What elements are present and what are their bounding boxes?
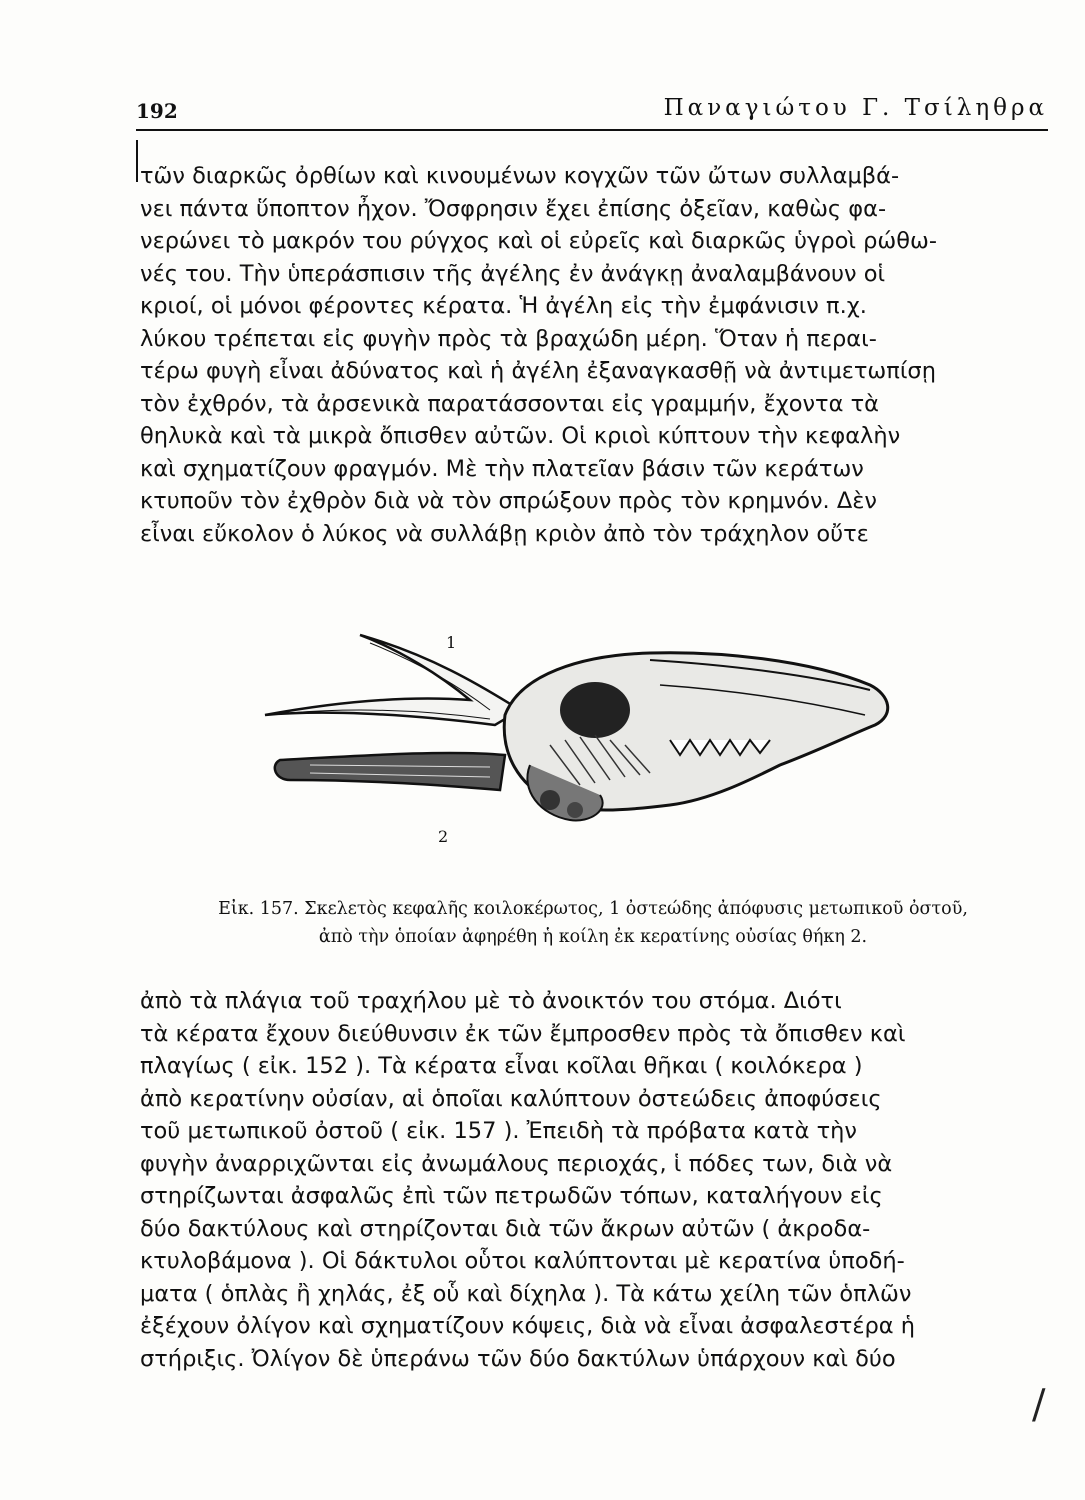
body-text-top	[140, 160, 1046, 550]
margin-mark	[136, 140, 138, 182]
text-line: νές του. Τὴν ὑπεράσπισιν τῆς ἀγέλης ἐν ἀνάγκῃ ἀναλαμβάνουν οἱ	[140, 260, 886, 287]
caption-line: ἀπὸ τὴν ὁποίαν ἀφηρέθη ἡ κοίλη ἐκ κερατίνης οὐσίας θήκη 2.	[318, 927, 868, 947]
figure-caption	[140, 895, 1046, 951]
figure-label-2: 2	[438, 827, 449, 846]
skull-illustration	[250, 615, 910, 855]
text-line: τῶν διαρκῶς ὀρθίων καὶ κινουμένων κογχῶν τῶν ὤτων συλλαμβά-	[140, 163, 900, 189]
page-number: 192	[136, 99, 178, 123]
text-line: ἀπὸ κερατίνην οὐσίαν, αἱ ὁποῖαι καλύπτουν ὀστεώδεις ἀποφύσεις	[140, 1085, 882, 1112]
text-line: θηλυκὰ καὶ τὰ μικρὰ ὄπισθεν αὐτῶν. Οἱ κριοὶ κύπτουν τὴν κεφαλὴν	[140, 423, 901, 449]
text-line: κριοί, οἱ μόνοι φέροντες κέρατα. Ἡ ἀγέλη εἰς τὴν ἐμφάνισιν π.χ.	[140, 293, 867, 319]
text-line: λύκου τρέπεται εἰς φυγὴν πρὸς τὰ βραχώδη μέρη. Ὅταν ἡ περαι-	[140, 325, 877, 352]
text-line: νει πάντα ὕποπτον ἦχον. Ὄσφρησιν ἔχει ἐπίσης ὀξεῖαν, καθὼς φα-	[140, 195, 887, 222]
hollow-horned-skull-drawing	[250, 615, 910, 855]
text-line: ματα ( ὁπλὰς ἢ χηλάς, ἐξ οὗ καὶ δίχηλα ). Τὰ κάτω χείλη τῶν ὁπλῶν	[140, 1280, 912, 1307]
page-header	[136, 93, 1048, 131]
pencil-mark: /	[1032, 1382, 1046, 1428]
text-line: καὶ σχηματίζουν φραγμόν. Μὲ τὴν πλατεῖαν βάσιν τῶν κεράτων	[140, 455, 864, 482]
horn-sheath-lower	[275, 753, 505, 790]
figure-label-1: 1	[446, 633, 457, 652]
text-line: τὸν ἐχθρόν, τὰ ἀρσενικὰ παρατάσσονται εἰς γραμμήν, ἔχοντα τὰ	[140, 390, 879, 417]
text-line: τὰ κέρατα ἔχουν διεύθυνσιν ἐκ τῶν ἔμπροσθεν πρὸς τὰ ὄπισθεν καὶ	[140, 1020, 906, 1047]
running-title: Παναγιώτου Γ. Τσίληθρα	[663, 95, 1048, 121]
text-line: πλαγίως ( εἰκ. 152 ). Τὰ κέρατα εἶναι κοῖλαι θῆκαι ( κοιλόκερα )	[140, 1053, 863, 1079]
text-line: εἶναι εὔκολον ὁ λύκος νὰ συλλάβῃ κριὸν ἀπὸ τὸν τράχηλον οὔτε	[140, 520, 869, 547]
text-line: κτυλοβάμονα ). Οἱ δάκτυλοι οὗτοι καλύπτονται μὲ κερατίνα ὑποδή-	[140, 1248, 905, 1274]
text-line: κτυποῦν τὸν ἐχθρὸν διὰ νὰ τὸν σπρώξουν πρὸς τὸν κρημνόν. Δὲν	[140, 488, 877, 514]
eye-socket	[560, 682, 630, 738]
text-line: νερώνει τὸ μακρόν του ρύγχος καὶ οἱ εὐρεῖς καὶ διαρκῶς ὑγροὶ ρώθω-	[140, 228, 938, 254]
text-line: στήριξις. Ὀλίγον δὲ ὑπεράνω τῶν δύο δακτύλων ὑπάρχουν καὶ δύο	[140, 1345, 896, 1372]
text-line: τοῦ μετωπικοῦ ὀστοῦ ( εἰκ. 157 ). Ἐπειδὴ τὰ πρόβατα κατὰ τὴν	[140, 1118, 858, 1144]
body-text-bottom	[140, 985, 1046, 1375]
text-line: ἐξέχουν ὀλίγον καὶ σχηματίζουν κόψεις, διὰ νὰ εἶναι ἀσφαλεστέρα ἡ	[140, 1313, 916, 1339]
text-line: φυγὴν ἀναρριχῶνται εἰς ἀνωμάλους περιοχάς, ἱ πόδες των, διὰ νὰ	[140, 1150, 893, 1177]
text-line: στηρίζωνται ἀσφαλῶς ἐπὶ τῶν πετρωδῶν τόπων, καταλήγουν εἰς	[140, 1183, 883, 1209]
text-line: ἀπὸ τὰ πλάγια τοῦ τραχήλου μὲ τὸ ἀνοικτόν του στόμα. Διότι	[140, 988, 842, 1014]
caption-line: Εἰκ. 157. Σκελετὸς κεφαλῆς κοιλοκέρωτος, 1 ὀστεώδης ἀπόφυσις μετωπικοῦ ὀστοῦ,	[218, 899, 968, 919]
text-line: τέρω φυγὴ εἶναι ἀδύνατος καὶ ἡ ἀγέλη ἐξαναγκασθῇ νὰ ἀντιμετωπίσῃ	[140, 358, 936, 384]
text-line: δύο δακτύλους καὶ στηρίζονται διὰ τῶν ἄκρων αὐτῶν ( ἀκροδα-	[140, 1215, 871, 1242]
